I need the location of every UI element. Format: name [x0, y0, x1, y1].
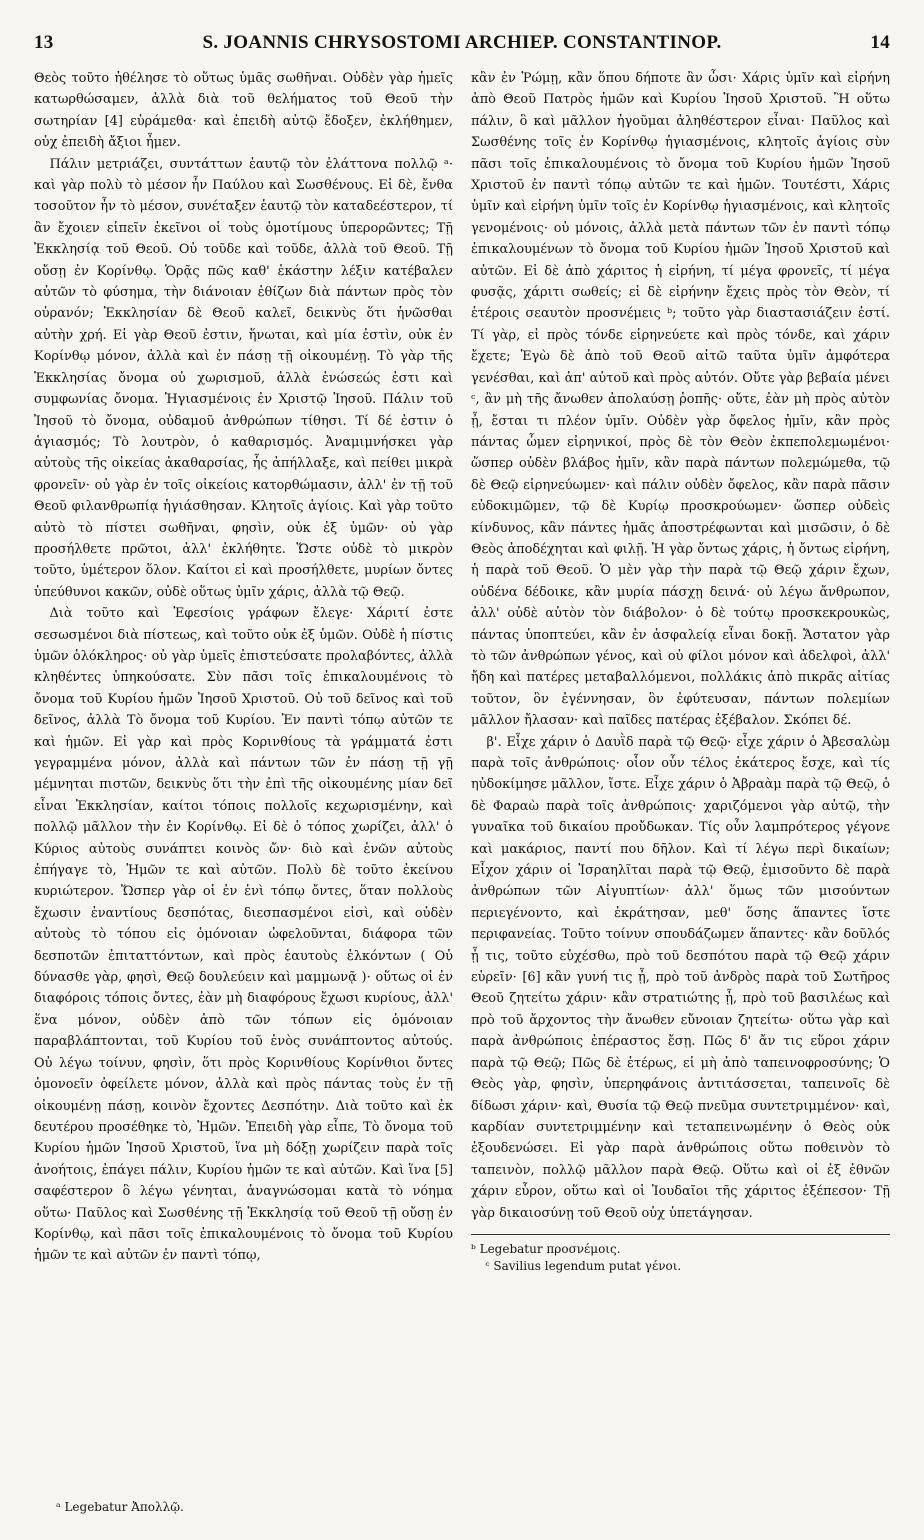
- page-number-right: 14: [870, 32, 890, 53]
- page-header: [34, 30, 890, 56]
- right-column: [471, 68, 890, 1275]
- left-column: [34, 68, 453, 1275]
- footnote-c: ᶜ Savilius legendum putat γένοι.: [485, 1258, 682, 1273]
- right-paragraph-1: κἂν ἐν Ῥώμῃ, κἂν ὅπου δήποτε ἂν ὦσι· Χάρις ὑμῖν καὶ εἰρήνη ἀπὸ Θεοῦ Πατρὸς ἡμῶν καὶ Κυρίου Ἰησοῦ Χριστοῦ. Ἢ οὕτω πάλιν, ὃ καὶ μᾶλλον ἡγοῦμαι ἀληθέστερον εἶναι· Παῦλος καὶ Σωσθένης τοῖς ἐν Κορίνθῳ ἡγιασμένοις, κλητοῖς ἁγίοις σὺν πᾶσι τοῖς ἐπικαλουμένοις τὸ ὄνομα τοῦ Κυρίου ἡμῶν Ἰησοῦ Χριστοῦ ἐν παντὶ τόπῳ αὐτῶν τε καὶ ἡμῶν. Τουτέστι, Χάρις ὑμῖν καὶ εἰρήνη ὑμῖν τοῖς ἐν Κορίνθῳ ἡγιασμένοις, καὶ κλητοῖς γενομένοις· οὐ μόνοις, ἀλλὰ μετὰ πάντων τῶν ἐν παντὶ τόπῳ ἐπικαλουμένων τὸ ὄνομα τοῦ Κυρίου ἡμῶν Ἰησοῦ Χριστοῦ καὶ αὐτῶν. Εἰ δὲ ἀπὸ χάριτος ἡ εἰρήνη, τί μέγα φρονεῖς, τί μέγα φυσᾷς, χάριτι σωθείς; εἰ δὲ εἰρήνην ἔχεις πρὸς τὸν Θεὸν, τί ἑτέροις σεαυτὸν προσνέμεις ᵇ; τοῦτο γὰρ διαστασιάζειν ἐστί. Τί γὰρ, εἰ πρὸς τόνδε εἰρηνεύετε καὶ πρὸς τόνδε, καὶ χάριν ἔχετε; Ἐγὼ δὲ ἀπὸ τοῦ Θεοῦ αἰτῶ ταῦτα ὑμῖν ἀμφότερα γενέσθαι, καὶ ἀπ' αὐτοῦ καὶ πρὸς αὐτόν. Οὔτε γὰρ βεβαία μένει ᶜ, ἂν μὴ τῆς ἄνωθεν ἀπολαύσῃ ῥοπῆς· οὔτε, ἐὰν μὴ πρὸς αὐτὸν ᾖ, ἔσται τι πλέον ὑμῖν. Οὐδὲν γὰρ ὄφελος ἡμῖν, κἂν πρὸς πάντας ὦμεν εἰρηνικοί, πρὸς δὲ τὸν Θεὸν ἐκπεπολεμωμένοι· ὥσπερ οὐδὲν βλάβος ἡμῖν, κἂν παρὰ πάντων πολεμώμεθα, τῷ δὲ Θεῷ εἰρηνεύωμεν· καὶ πάλιν οὐδὲν ὄφελος, κἂν παρὰ πᾶσιν εὐδοκιμῶμεν, τῷ δὲ Κυρίῳ προσκρούωμεν· ὥσπερ οὐδεὶς κίνδυνος, κἂν πάντες ἡμᾶς ἀποστρέφωνται καὶ μισῶσιν, ὁ δὲ Θεὸς ἀποδέχηται καὶ φιλῇ. Ἡ γὰρ ὄντως χάρις, ἡ ὄντως εἰρήνη, ἡ παρὰ τοῦ Θεοῦ. Ὁ μὲν γὰρ τὴν παρὰ τῷ Θεῷ χάριν ἔχων, οὐδένα δέδοικε, κἂν μυρία πάσχῃ δεινά· οὐ λέγω ἄνθρωπον, ἀλλ' οὐδὲ αὐτὸν τὸν διάβολον· ὁ δὲ τούτῳ προσκεκρουκὼς, πάντας ὑποπτεύει, κἂν ἐν ἀσφαλείᾳ εἶναι δοκῇ. Ἄστατον γὰρ τὸ τῶν ἀνθρώπων γένος, καὶ οὐ φίλοι μόνον καὶ ἀδελφοὶ, ἀλλ' ἤδη καὶ πατέρες μεταβαλλόμενοι, πολλάκις ἀπὸ πικρᾶς αἰτίας τοῦτον, ὃν ἐγέννησαν, ὃν ἐφύτευσαν, πάντων πολεμίων μᾶλλον ἤλασαν· καὶ παῖδες πατέρας ἐξέβαλον. Σκόπει δέ.: [471, 71, 890, 729]
- left-paragraph-1: Θεὸς τοῦτο ἠθέλησε τὸ οὕτως ὑμᾶς σωθῆναι. Οὐδὲν γὰρ ἡμεῖς κατωρθώσαμεν, ἀλλὰ διὰ τοῦ θελήματος τοῦ Θεοῦ τὴν σωτηρίαν [4] εὑράμεθα· καὶ ἐπειδὴ αὐτῷ ἔδοξεν, ἐκλήθημεν, οὐχ ἐπειδὴ ἄξιοι ἦμεν.: [34, 71, 453, 151]
- two-column-body: [34, 68, 890, 1275]
- page-number-left: 13: [34, 32, 54, 53]
- footnote-b: ᵇ Legebatur προσνέμοις.: [471, 1241, 621, 1256]
- left-paragraph-3: Διὰ τοῦτο καὶ Ἐφεσίοις γράφων ἔλεγε· Χάριτί ἐστε σεσωσμένοι διὰ πίστεως, καὶ τοῦτο οὐκ ἐξ ὑμῶν. Οὐδὲ ἡ πίστις ὑμῶν ὁλόκληρος· οὐ γὰρ ὑμεῖς ἐπιστεύσατε προλαβόντες, ἀλλὰ κληθέντες ὑπηκούσατε. Σὺν πᾶσι τοῖς ἐπικαλουμένοις τὸ ὄνομα τοῦ Κυρίου ἡμῶν Ἰησοῦ Χριστοῦ. Οὐ τοῦ δεῖνος καὶ τοῦ δεῖνος, ἀλλὰ Τὸ ὄνομα τοῦ Κυρίου. Ἐν παντὶ τόπῳ αὐτῶν τε καὶ ἡμῶν. Εἰ γὰρ καὶ πρὸς Κορινθίους τὰ γράμματά ἐστι γεγραμμένα μόνον, ἀλλὰ καὶ πάντων τῶν ἐν πάσῃ τῇ γῇ μέμνηται πιστῶν, δεικνὺς ὅτι τὴν ἐπὶ τῆς οἰκουμένης μίαν δεῖ εἶναι Ἐκκλησίαν, καίτοι τόποις πολλοῖς κεχωρισμένην, καὶ πολλῷ μᾶλλον τὴν ἐν Κορίνθῳ. Εἰ δὲ ὁ τόπος χωρίζει, ἀλλ' ὁ Κύριος αὐτοὺς συνάπτει κοινὸς ὤν· διὸ καὶ ἑνῶν αὐτοὺς ἐπήγαγε τὸ, Ἡμῶν τε καὶ αὐτῶν. Πολὺ δὲ τοῦτο ἐκείνου κυριώτερον. Ὥσπερ γὰρ οἱ ἐν ἑνὶ τόπῳ ὄντες, ὅταν πολλοὺς ἔχωσιν ἐναντίους δεσπότας, διεσπασμένοι εἰσὶ, καὶ οὐδὲν αὐτοὺς τὸ τόπου εἰς ὁμόνοιαν ὠφελοῦνται, διάφορα τῶν δεσποτῶν ἐπιταττόντων, καὶ πρὸς ἑαυτοὺς ἑλκόντων ( Οὐ δύνασθε γὰρ, φησὶ, Θεῷ δουλεύειν καὶ μαμμωνᾷ )· οὕτως οἱ ἐν διαφόροις τόποις ὄντες, ἐὰν μὴ διαφόρους ἔχωσι κυρίους, ἀλλ' ἕνα μόνον, οὐδὲν ἀπὸ τῶν τόπων εἰς ὁμόνοιαν παραβλάπτονται, τοῦ Κυρίου τοῦ ἑνὸς συνάπτοντος αὐτούς. Οὐ λέγω τοίνυν, φησὶν, ὅτι πρὸς Κορινθίους Κορίνθιοι ὄντες ὁμονοεῖν ὀφείλετε μόνον, ἀλλὰ καὶ πρὸς πάντας τοὺς ἐν τῇ οἰκουμένῃ πάσῃ, κοινὸν ἔχοντες Δεσπότην. Διὰ τοῦτο καὶ ἐκ δευτέρου προσέθηκε τὸ, Ἡμῶν. Ἐπειδὴ γὰρ εἶπε, Τὸ ὄνομα τοῦ Κυρίου ἡμῶν Ἰησοῦ Χριστοῦ, ἵνα μὴ δόξῃ χωρίζειν παρὰ τοῖς ἀνοήτοις, ἐπάγει πάλιν, Κυρίου ἡμῶν τε καὶ αὐτῶν. Καὶ ἵνα [5] σαφέστερον ὃ λέγω γένηται, ἀναγνώσομαι κατὰ τὸ νόημα οὕτω· Παῦλος καὶ Σωσθένης τῇ Ἐκκλησίᾳ τοῦ Θεοῦ τῇ οὔσῃ ἐν Κορίνθῳ, καὶ πᾶσι τοῖς ἐπικαλουμένοις τὸ ὄνομα τοῦ Κυρίου ἡμῶν τε καὶ αὐτῶν ἐν παντὶ τόπῳ,: [34, 606, 453, 1264]
- right-paragraph-2: β'. Εἶχε χάριν ὁ Δαυῒδ παρὰ τῷ Θεῷ· εἶχε χάριν ὁ Ἀβεσαλὼμ παρὰ τοῖς ἀνθρώποις· οἷον οὖν τέλος ἑκάτερος ἔσχε, καὶ τίς ηὐδοκίμησε μᾶλλον, ἴστε. Εἶχε χάριν ὁ Ἀβραὰμ παρὰ τῷ Θεῷ, ὁ δὲ Φαραὼ παρὰ τοῖς ἀνθρώποις· χαριζόμενοι γὰρ αὐτῷ, τὴν γυναῖκα τοῦ δικαίου προὔδωκαν. Τίς οὖν λαμπρότερος γέγονε καὶ μακάριος, παντί που δῆλον. Καὶ τί λέγω περὶ δικαίων; Εἶχον χάριν οἱ Ἰσραηλῖται παρὰ τῷ Θεῷ, ἐμισοῦντο δὲ παρὰ ἀνθρώπων τῶν Αἰγυπτίων· ἀλλ' ὅμως τῶν μισούντων περιεγένοντο, καὶ ἐκράτησαν, μεθ' ὅσης ἅπαντες ἴστε περιφανείας. Τοῦτο τοίνυν σπουδάζωμεν ἅπαντες· κἂν δοῦλός ᾖ τις, τοῦτο εὐχέσθω, πρὸ τοῦ δεσπότου παρὰ τῷ Θεῷ χάριν εὑρεῖν· [6] κἂν γυνή τις ᾖ, πρὸ τοῦ ἀνδρὸς παρὰ τοῦ Σωτῆρος Θεοῦ ζητείτω χάριν· κἂν στρατιώτης ᾖ, πρὸ τοῦ βασιλέως καὶ πρὸ τοῦ ἄρχοντος τὴν ἄνωθεν εὔνοιαν ζητείτω· οὕτω γὰρ καὶ παρὰ ἀνθρώποις ἐπέραστος ἔσῃ. Πῶς δ' ἄν τις εὕροι χάριν παρὰ τῷ Θεῷ; Πῶς δὲ ἑτέρως, εἰ μὴ ἀπὸ ταπεινοφροσύνης; Ὁ Θεὸς γὰρ, φησὶν, ὑπερηφάνοις ἀντιτάσσεται, ταπεινοῖς δὲ δίδωσι χάριν· καὶ, Θυσία τῷ Θεῷ πνεῦμα συντετριμμένον· καὶ, καρδίαν συντετριμμένην καὶ τεταπεινωμένην ὁ Θεὸς οὐκ ἐξουδενώσει. Εἰ γὰρ παρὰ ἀνθρώποις οὕτω ποθεινὸν τὸ ταπεινὸν, πολλῷ μᾶλλον παρὰ Θεῷ. Οὕτω καὶ οἱ ἐξ ἐθνῶν χάριν εὗρον, οὕτω καὶ οἱ Ἰουδαῖοι τῆς χάριτος ἐξέπεσον· Τῇ γὰρ δικαιοσύνῃ τοῦ Θεοῦ οὐχ ὑπετάγησαν.: [471, 734, 890, 1221]
- left-paragraph-2: Πάλιν μετριάζει, συντάττων ἑαυτῷ τὸν ἐλάττονα πολλῷ ᵃ· καὶ γὰρ πολὺ τὸ μέσον ἦν Παύλου καὶ Σωσθένους. Εἰ δὲ, ἔνθα τοσοῦτον ἦν τὸ μέσον, συνέταξεν ἑαυτῷ τὸν καταδεέστερον, τί ἂν ἔχοιεν εἰπεῖν ἐκεῖνοι οἱ τοὺς ὁμοτίμους ὑπερορῶντες; Τῇ Ἐκκλησίᾳ τοῦ Θεοῦ. Οὐ τοῦδε καὶ τοῦδε, ἀλλὰ τοῦ Θεοῦ. Τῇ οὔσῃ ἐν Κορίνθῳ. Ὁρᾷς πῶς καθ' ἑκάστην λέξιν κατέβαλεν αὐτῶν τὸ φύσημα, τὴν διάνοιαν ἐθίζων διὰ πάντων πρὸς τὸν οὐρανόν; Ἐκκλησίαν δὲ Θεοῦ καλεῖ, δεικνὺς ὅτι ἡνῶσθαι αὐτὴν χρή. Εἰ γὰρ Θεοῦ ἐστιν, ἥνωται, καὶ μία ἐστὶν, οὐκ ἐν Κορίνθῳ μόνον, ἀλλὰ καὶ ἐν πάσῃ τῇ οἰκουμένῃ. Τὸ γὰρ τῆς Ἐκκλησίας ὄνομα οὐ χωρισμοῦ, ἀλλὰ ἑνώσεώς ἐστι καὶ συμφωνίας ὄνομα. Ἡγιασμένοις ἐν Χριστῷ Ἰησοῦ. Πάλιν τοῦ Ἰησοῦ τὸ ὄνομα, οὐδαμοῦ ἀνθρώπων τίθησι. Τί δέ ἐστιν ὁ ἁγιασμός; Τὸ λουτρὸν, ὁ καθαρισμός. Ἀναμιμνήσκει γὰρ αὐτοὺς τῆς οἰκείας ἀκαθαρσίας, ἧς ἀπήλλαξε, καὶ πείθει μικρὰ φρονεῖν· οὐ γὰρ ἐν τοῖς οἰκείοις κατορθώμασιν, ἀλλ' ἐν τῇ τοῦ Θεοῦ φιλανθρωπίᾳ ἡγιάσθησαν. Κλητοῖς ἁγίοις. Καὶ γὰρ τοῦτο αὐτὸ τὸ πίστει σωθῆναι, φησὶν, οὐκ ἐξ ὑμῶν· οὐ γὰρ προσήλθετε πρῶτοι, ἀλλ' ἐκλήθητε. Ὥστε οὐδὲ τὸ μικρὸν τοῦτο, ὑμέτερον ὅλον. Καίτοι εἰ καὶ προσήλθετε, μυρίων ὄντες ὑπεύθυνοι κακῶν, οὐδὲ οὕτως ὑμῖν χάρις, ἀλλὰ τῷ Θεῷ.: [34, 156, 453, 600]
- footnote-divider: [471, 1234, 890, 1235]
- footnote-a: ᵃ Legebatur Ἀπολλῷ.: [56, 1500, 184, 1514]
- running-title: S. JOANNIS CHRYSOSTOMI ARCHIEP. CONSTANTINOP.: [202, 32, 722, 53]
